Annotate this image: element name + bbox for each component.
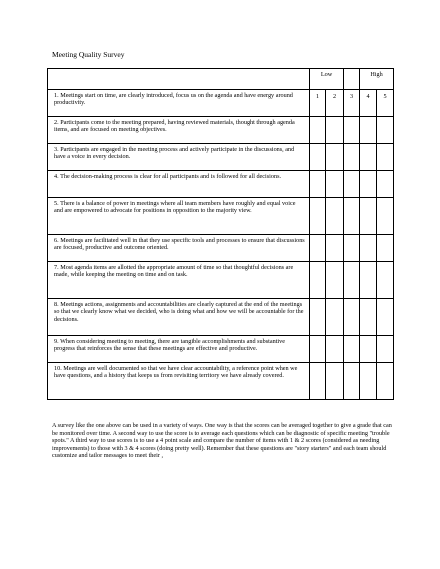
rating-cell-1[interactable] (310, 336, 326, 363)
rating-cell-1[interactable] (310, 235, 326, 262)
header-blank-cell (48, 69, 310, 90)
question-text: 7. Most agenda items are allotted the appropriate amount of time so that thoughtful decisions are made, while keeping the meeting on time and on task. (48, 262, 310, 299)
rating-cell-3[interactable] (344, 336, 360, 363)
rating-cell-2[interactable] (326, 262, 344, 299)
rating-cell-1[interactable] (310, 262, 326, 299)
scale-number-1[interactable]: 1 (310, 90, 326, 117)
rating-cell-4[interactable] (360, 117, 377, 144)
rating-cell-1[interactable] (310, 117, 326, 144)
rating-cell-4[interactable] (360, 171, 377, 198)
rating-cell-1[interactable] (310, 171, 326, 198)
question-row (48, 336, 394, 363)
rating-cell-2[interactable] (326, 117, 344, 144)
rating-cell-1[interactable] (310, 198, 326, 235)
rating-cell-3[interactable] (344, 198, 360, 235)
rating-cell-5[interactable] (377, 235, 394, 262)
rating-cell-2[interactable] (326, 171, 344, 198)
rating-cell-2[interactable] (326, 336, 344, 363)
question-text: 5. There is a balance of power in meetings where all team members have roughly and equal voice and are empowered to advocate for positions in opposition to the majority view. (48, 198, 310, 235)
rating-cell-4[interactable] (360, 198, 377, 235)
rating-cell-3[interactable] (344, 363, 360, 400)
question-row (48, 117, 394, 144)
question-text: 10. Meetings are well documented so that we have clear accountability, a reference point when we have questions, and a history that keeps us from revisiting territory we have already covered. (48, 363, 310, 400)
scale-number-3[interactable]: 3 (344, 90, 360, 117)
rating-cell-3[interactable] (344, 171, 360, 198)
rating-cell-2[interactable] (326, 299, 344, 336)
question-text: 8. Meetings actions, assignments and accountabilities are clearly captured at the end of the meetings so that we clearly know what we decided, who is doing what and how we will be accountable for the decisions. (48, 299, 310, 336)
rating-cell-3[interactable] (344, 299, 360, 336)
question-row (48, 363, 394, 400)
rating-cell-4[interactable] (360, 299, 377, 336)
rating-cell-3[interactable] (344, 117, 360, 144)
question-text: 4. The decision-making process is clear for all participants and is followed for all decisions. (48, 171, 310, 198)
rating-cell-4[interactable] (360, 144, 377, 171)
rating-cell-4[interactable] (360, 262, 377, 299)
rating-cell-3[interactable] (344, 262, 360, 299)
rating-cell-4[interactable] (360, 235, 377, 262)
question-text: 3. Participants are engaged in the meeting process and actively participate in the discussions, and have a voice in every decision. (48, 144, 310, 171)
rating-cell-5[interactable] (377, 299, 394, 336)
scale-number-4[interactable]: 4 (360, 90, 377, 117)
high-label: High (360, 69, 394, 90)
rating-cell-5[interactable] (377, 198, 394, 235)
question-text: 9. When considering meeting to meeting, there are tangible accomplishments and substantive progress that reinforces the sense that these meetings are effective and productive. (48, 336, 310, 363)
rating-cell-5[interactable] (377, 117, 394, 144)
question-row (48, 90, 394, 117)
rating-cell-1[interactable] (310, 363, 326, 400)
rating-cell-5[interactable] (377, 262, 394, 299)
rating-cell-3[interactable] (344, 144, 360, 171)
rating-cell-1[interactable] (310, 144, 326, 171)
scale-header-row (48, 69, 394, 90)
question-row (48, 198, 394, 235)
rating-cell-5[interactable] (377, 336, 394, 363)
scale-number-2[interactable]: 2 (326, 90, 344, 117)
scale-number-5[interactable]: 5 (377, 90, 394, 117)
question-text: 2. Participants come to the meeting prepared, having reviewed materials, thought through agenda items, and are focused on meeting objectives. (48, 117, 310, 144)
header-blank-cell (344, 69, 360, 90)
rating-cell-4[interactable] (360, 363, 377, 400)
question-text: 1. Meetings start on time, are clearly introduced, focus us on the agenda and have energy around productivity. (48, 90, 310, 117)
survey-title: Meeting Quality Survey (52, 50, 125, 59)
rating-cell-2[interactable] (326, 144, 344, 171)
question-row (48, 171, 394, 198)
low-label: Low (310, 69, 344, 90)
rating-cell-3[interactable] (344, 235, 360, 262)
usage-note (52, 422, 396, 460)
question-row (48, 235, 394, 262)
rating-cell-5[interactable] (377, 363, 394, 400)
rating-cell-5[interactable] (377, 144, 394, 171)
usage-note-text: A survey like the one above can be used in a variety of ways. One way is that the scores can be averaged together to give a grade that can be monitored over time. A second way to use the score is to average each questions which can be diagnostic of specific meeting "trouble spots." A third way to use scores is to use a 4 point scale and compare the number of items with 1 & 2 scores (considered as needing improvements) to those with 3 & 4 scores (doing pretty well). Remember that these questions are "story starters" and each team should customize and tailor messages to meet their , (52, 422, 392, 460)
question-text: 6. Meetings are facilitated well in that they use specific tools and processes to ensure that discussions are focused, productive and outcome oriented. (48, 235, 310, 262)
rating-cell-5[interactable] (377, 171, 394, 198)
rating-cell-2[interactable] (326, 235, 344, 262)
rating-cell-4[interactable] (360, 336, 377, 363)
survey-table (47, 68, 394, 400)
question-row (48, 262, 394, 299)
rating-cell-2[interactable] (326, 363, 344, 400)
rating-cell-2[interactable] (326, 198, 344, 235)
rating-cell-1[interactable] (310, 299, 326, 336)
question-row (48, 299, 394, 336)
question-row (48, 144, 394, 171)
